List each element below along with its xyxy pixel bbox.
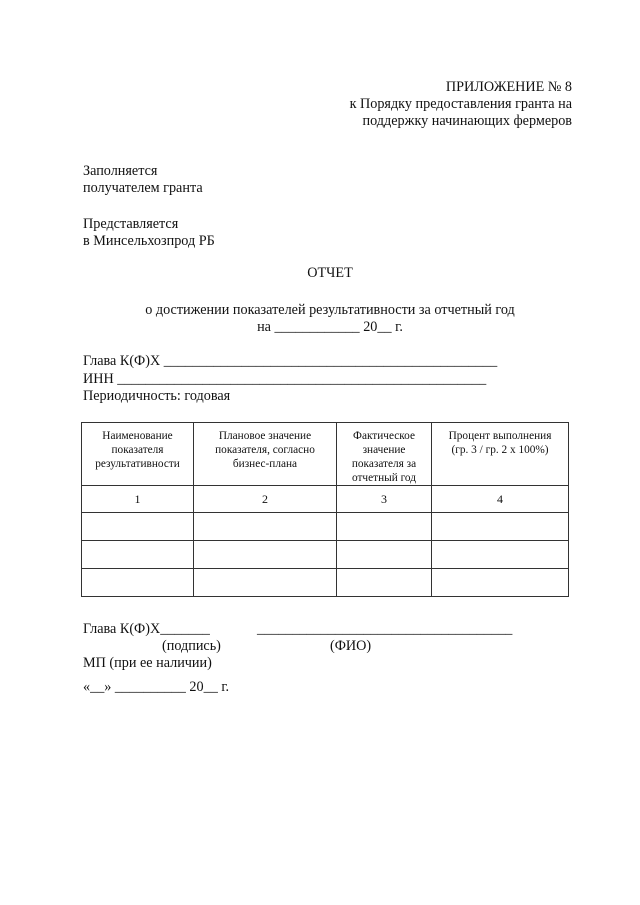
filled-by-line2: получателем гранта [83, 180, 203, 196]
appendix-ref-line2: поддержку начинающих фермеров [362, 113, 572, 129]
table-cell [82, 569, 194, 597]
table-cell [432, 569, 569, 597]
column-number: 2 [194, 486, 337, 513]
table-row [82, 513, 569, 541]
column-number: 4 [432, 486, 569, 513]
header-text: значение [362, 444, 406, 456]
table-cell [194, 513, 337, 541]
table-cell [337, 569, 432, 597]
filled-by-note [83, 163, 203, 197]
signature-date: «__» __________ 20__ г. [83, 679, 230, 695]
appendix-ref-line1: к Порядку предоставления гранта на [349, 96, 572, 112]
header-completion-percent [432, 423, 569, 486]
column-number: 1 [82, 486, 194, 513]
report-subtitle [0, 302, 640, 336]
header-text: Фактическое [353, 430, 415, 442]
signature-label: (подпись) [162, 638, 221, 654]
table-cell [82, 513, 194, 541]
header-text: Процент выполнения [448, 430, 552, 442]
header-text: показателя за [351, 458, 417, 470]
table-cell [432, 513, 569, 541]
table-column-number-row [82, 486, 569, 513]
report-title: ОТЧЕТ [307, 265, 353, 281]
signature-fio-line: ____________________________________ [257, 621, 513, 637]
submitted-to-line2: в Минсельхозпрод РБ [83, 233, 215, 249]
table-header-row [82, 423, 569, 486]
table-cell [194, 541, 337, 569]
header-text: показателя, согласно [215, 444, 315, 456]
subtitle-line1: о достижении показателей результативности за отчетный год [145, 302, 515, 318]
table-cell [82, 541, 194, 569]
table-cell [194, 569, 337, 597]
header-planned-value [194, 423, 337, 486]
submitted-to-note [83, 216, 215, 250]
table-cell [432, 541, 569, 569]
table-row [82, 569, 569, 597]
table-row [82, 541, 569, 569]
header-text: Наименование [102, 430, 173, 442]
header-text: результативности [95, 458, 180, 470]
periodicity-field: Периодичность: годовая [83, 388, 231, 404]
fio-label: (ФИО) [330, 638, 372, 654]
table-cell [337, 541, 432, 569]
inn-field: ИНН ____________________________________________________ [83, 371, 487, 387]
header-text: отчетный год [352, 472, 416, 484]
column-number: 3 [337, 486, 432, 513]
head-field: Глава К(Ф)Х _______________________________________________ [83, 353, 498, 369]
report-table [81, 422, 569, 597]
subtitle-line2: на ____________ 20__ г. [257, 319, 403, 335]
header-indicator-name [82, 423, 194, 486]
header-text: (гр. 3 / гр. 2 х 100%) [451, 444, 549, 456]
header-text: бизнес-плана [232, 458, 298, 470]
signature-head: Глава К(Ф)Х_______ [83, 621, 210, 637]
header-actual-value [337, 423, 432, 486]
stamp-note: МП (при ее наличии) [83, 655, 212, 671]
filled-by-line1: Заполняется [83, 163, 158, 179]
appendix-header [350, 79, 572, 130]
submitted-to-line1: Представляется [83, 216, 179, 232]
appendix-number: ПРИЛОЖЕНИЕ № 8 [445, 79, 572, 95]
header-text: Плановое значение [218, 430, 312, 442]
header-text: показателя [111, 444, 164, 456]
table-cell [337, 513, 432, 541]
